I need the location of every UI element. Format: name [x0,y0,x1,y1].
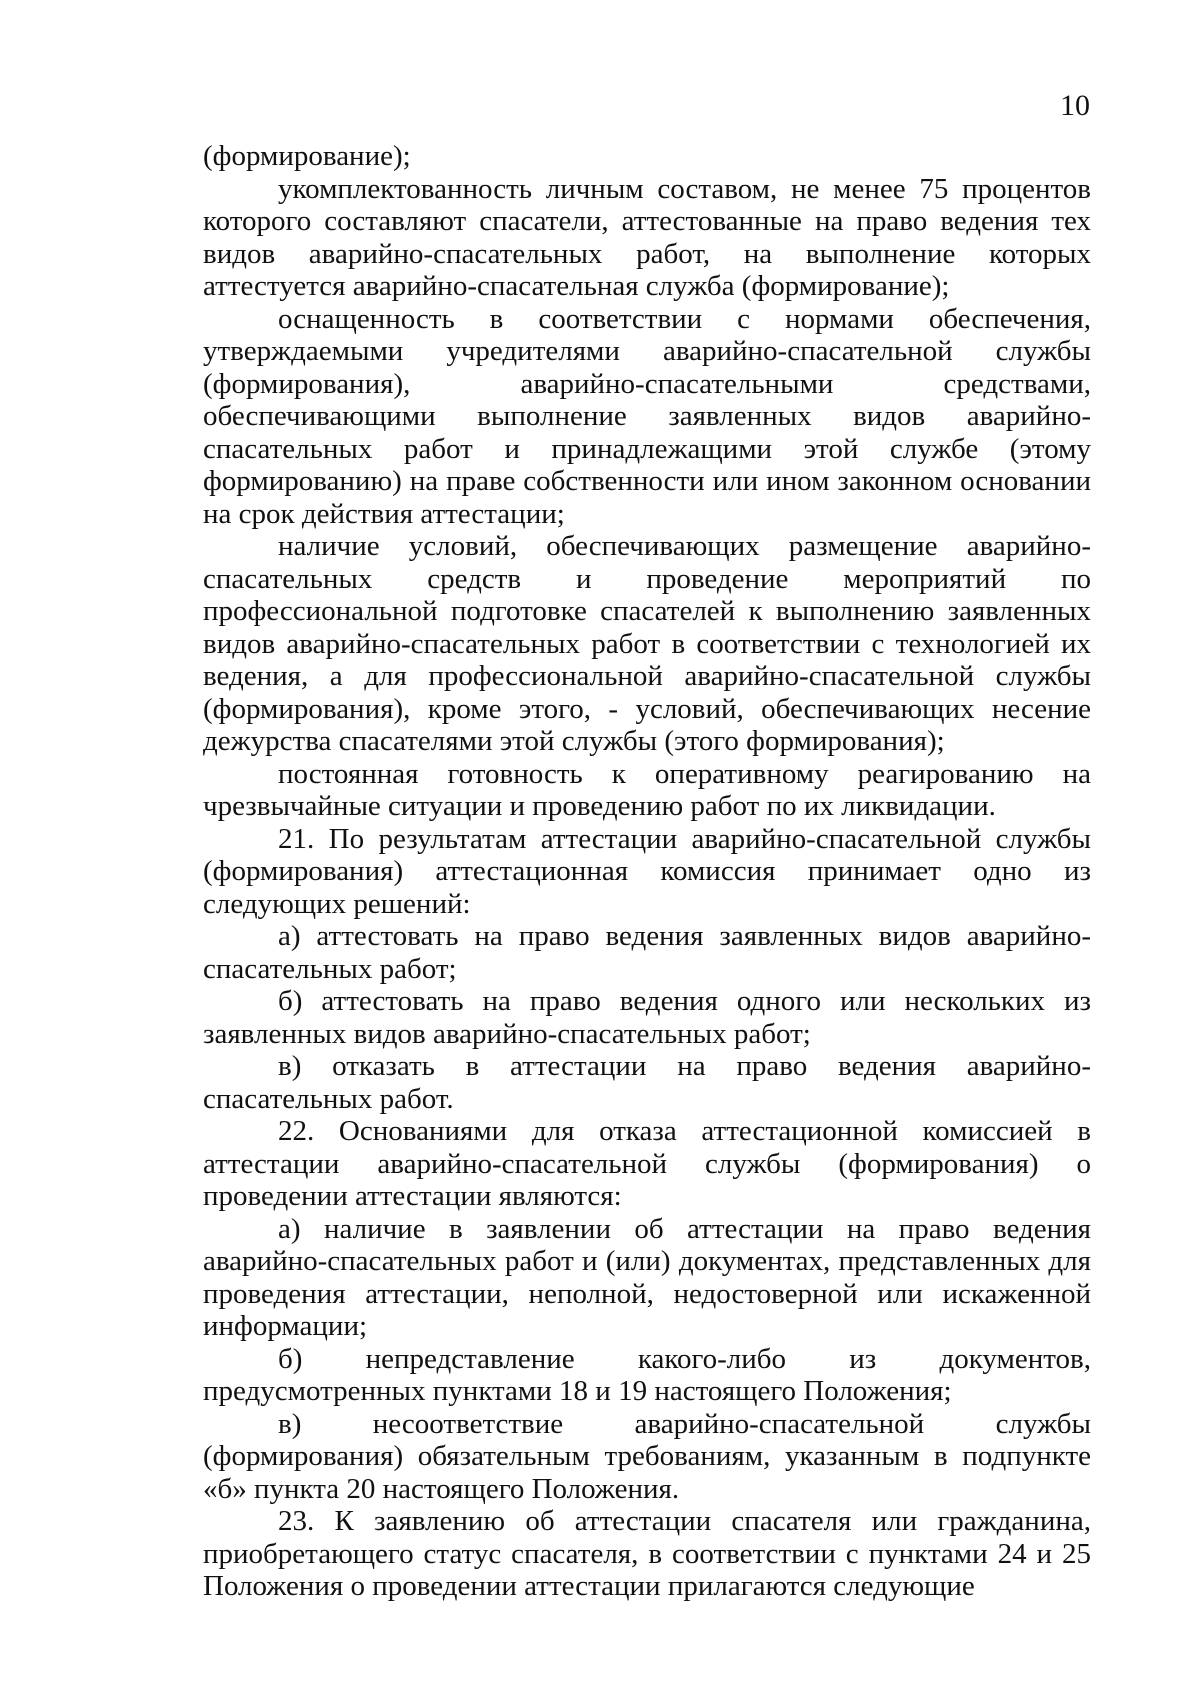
paragraph-clause-21-v: в) отказать в аттестации на право ведения аварийно-спасательных работ. [203,1050,1091,1115]
paragraph-conditions-requirement: наличие условий, обеспечивающих размещение аварийно-спасательных средств и проведение мероприятий по профессиональной подготовке спасателей к выполнению заявленных видов аварийно-спасательных работ в соответствии с технологией их ведения, а для профессиональной аварийно-спасательной службы (формирования), кроме этого, - условий, обеспечивающих несение дежурства спасателями этой службы (этого формирования); [203,530,1091,757]
paragraph-equipment-requirement: оснащенность в соответствии с нормами обеспечения, утверждаемыми учредителями аварийно-спасательной службы (формирования), аварийно-спасательными средствами, обеспечивающими выполнение заявленных видов аварийно-спасательных работ и принадлежащими этой службе (этому формированию) на праве собственности или ином законном основании на срок действия аттестации; [203,302,1091,530]
paragraph-clause-21: 21. По результатам аттестации аварийно-спасательной службы (формирования) аттестационная комиссия принимает одно из следующих решений: [203,822,1091,920]
page-number: 10 [1060,89,1090,122]
paragraph-clause-21-b: б) аттестовать на право ведения одного или нескольких из заявленных видов аварийно-спасательных работ; [203,985,1091,1050]
paragraph-readiness-requirement: постоянная готовность к оперативному реагированию на чрезвычайные ситуации и проведению работ по их ликвидации. [203,757,1091,822]
paragraph-clause-22-a: а) наличие в заявлении об аттестации на право ведения аварийно-спасательных работ и (или) документах, представленных для проведения аттестации, неполной, недостоверной или искаженной информации; [203,1212,1091,1342]
paragraph-staffing-requirement: укомплектованность личным составом, не менее 75 процентов которого составляют спасатели, аттестованные на право ведения тех видов аварийно-спасательных работ, на выполнение которых аттестуется аварийно-спасательная служба (формирование); [203,172,1091,302]
paragraph-clause-22-v: в) несоответствие аварийно-спасательной службы (формирования) обязательным требованиям, указанным в подпункте «б» пункта 20 настоящего Положения. [203,1407,1091,1505]
paragraph-continuation: (формирование); [203,140,411,172]
paragraph-clause-22-b: б) непредставление какого-либо из документов, предусмотренных пунктами 18 и 19 настоящего Положения; [203,1342,1091,1407]
paragraph-clause-21-a: а) аттестовать на право ведения заявленных видов аварийно-спасательных работ; [203,920,1091,985]
document-body [203,140,1091,1603]
paragraph-clause-22: 22. Основаниями для отказа аттестационной комиссией в аттестации аварийно-спасательной службы (формирования) о проведении аттестации являются: [203,1115,1091,1212]
paragraph-clause-23: 23. К заявлению об аттестации спасателя или гражданина, приобретающего статус спасателя, в соответствии с пунктами 24 и 25 Положения о проведении аттестации прилагаются следующие [203,1505,1091,1602]
